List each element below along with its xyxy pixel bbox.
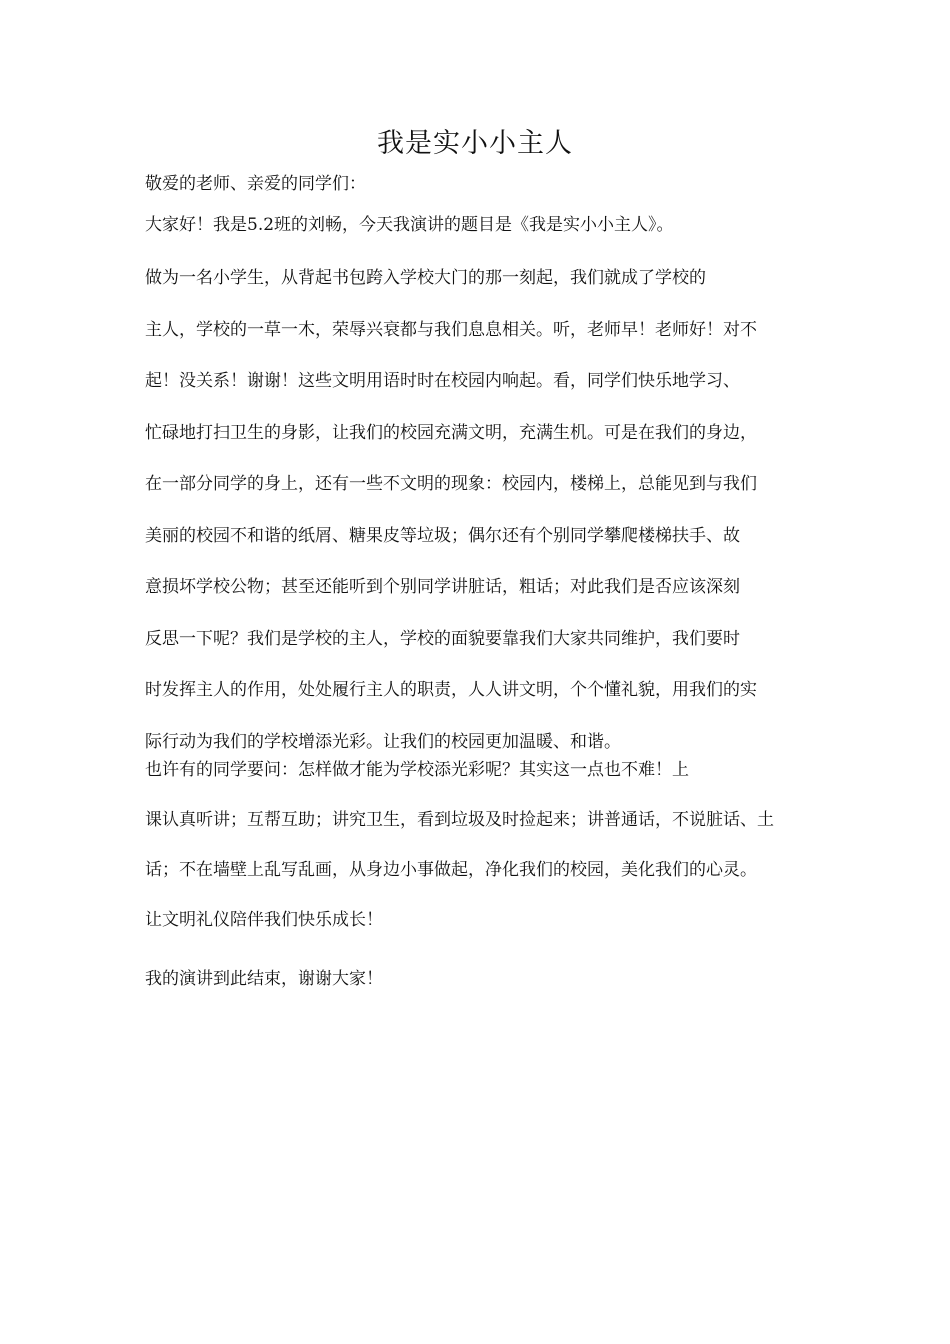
salutation: 敬爱的老师、亲爱的同学们： — [145, 174, 366, 194]
closing-line: 我的演讲到此结束，谢谢大家！ — [145, 969, 383, 989]
intro-paragraph: 大家好！我是5.2班的刘畅，今天我演讲的题目是《我是实小小主人》。 — [145, 215, 674, 235]
body-paragraph-1: 做为一名小学生，从背起书包跨入学校大门的那一刻起，我们就成了学校的 主人，学校的一草一木，荣辱兴衰都与我们息息相关。听，老师早！老师好！对不 起！没关系！谢谢！这些文明用语时时在校园内响起。看，同学们快乐地学习、 忙碌地打扫卫生的身影，让我们的校园充满文明，充满生机。可是在我们的身边， 在一部分同学的身上，还有一些不文明的现象：校园内，楼梯上，总能见到与我们 美丽的校园不和谐的纸屑、糖果皮等垃圾；偶尔还有个别同学攀爬楼梯扶手、故 意损坏学校公物；甚至还能听到个别同学讲脏话，粗话；对此我们是否应该深刻 反思一下呢？我们是学校的主人，学校的面貌要靠我们大家共同维护，我们要时 时发挥主人的作用，处处履行主人的职责，人人讲文明，个个懂礼貌，用我们的实 际行动为我们的学校增添光彩。让我们的校园更加温暖、和谐。 — [145, 268, 757, 752]
body-paragraph-2: 也许有的同学要问：怎样做才能为学校添光彩呢？其实这一点也不难！上 课认真听讲；互帮互助；讲究卫生，看到垃圾及时捡起来；讲普通话，不说脏话、土 话；不在墙壁上乱写乱画，从身边小事做起，净化我们的校园，美化我们的心灵。 让文明礼仪陪伴我们快乐成长！ — [145, 760, 774, 930]
page-title: 我是实小小主人 — [377, 128, 573, 159]
